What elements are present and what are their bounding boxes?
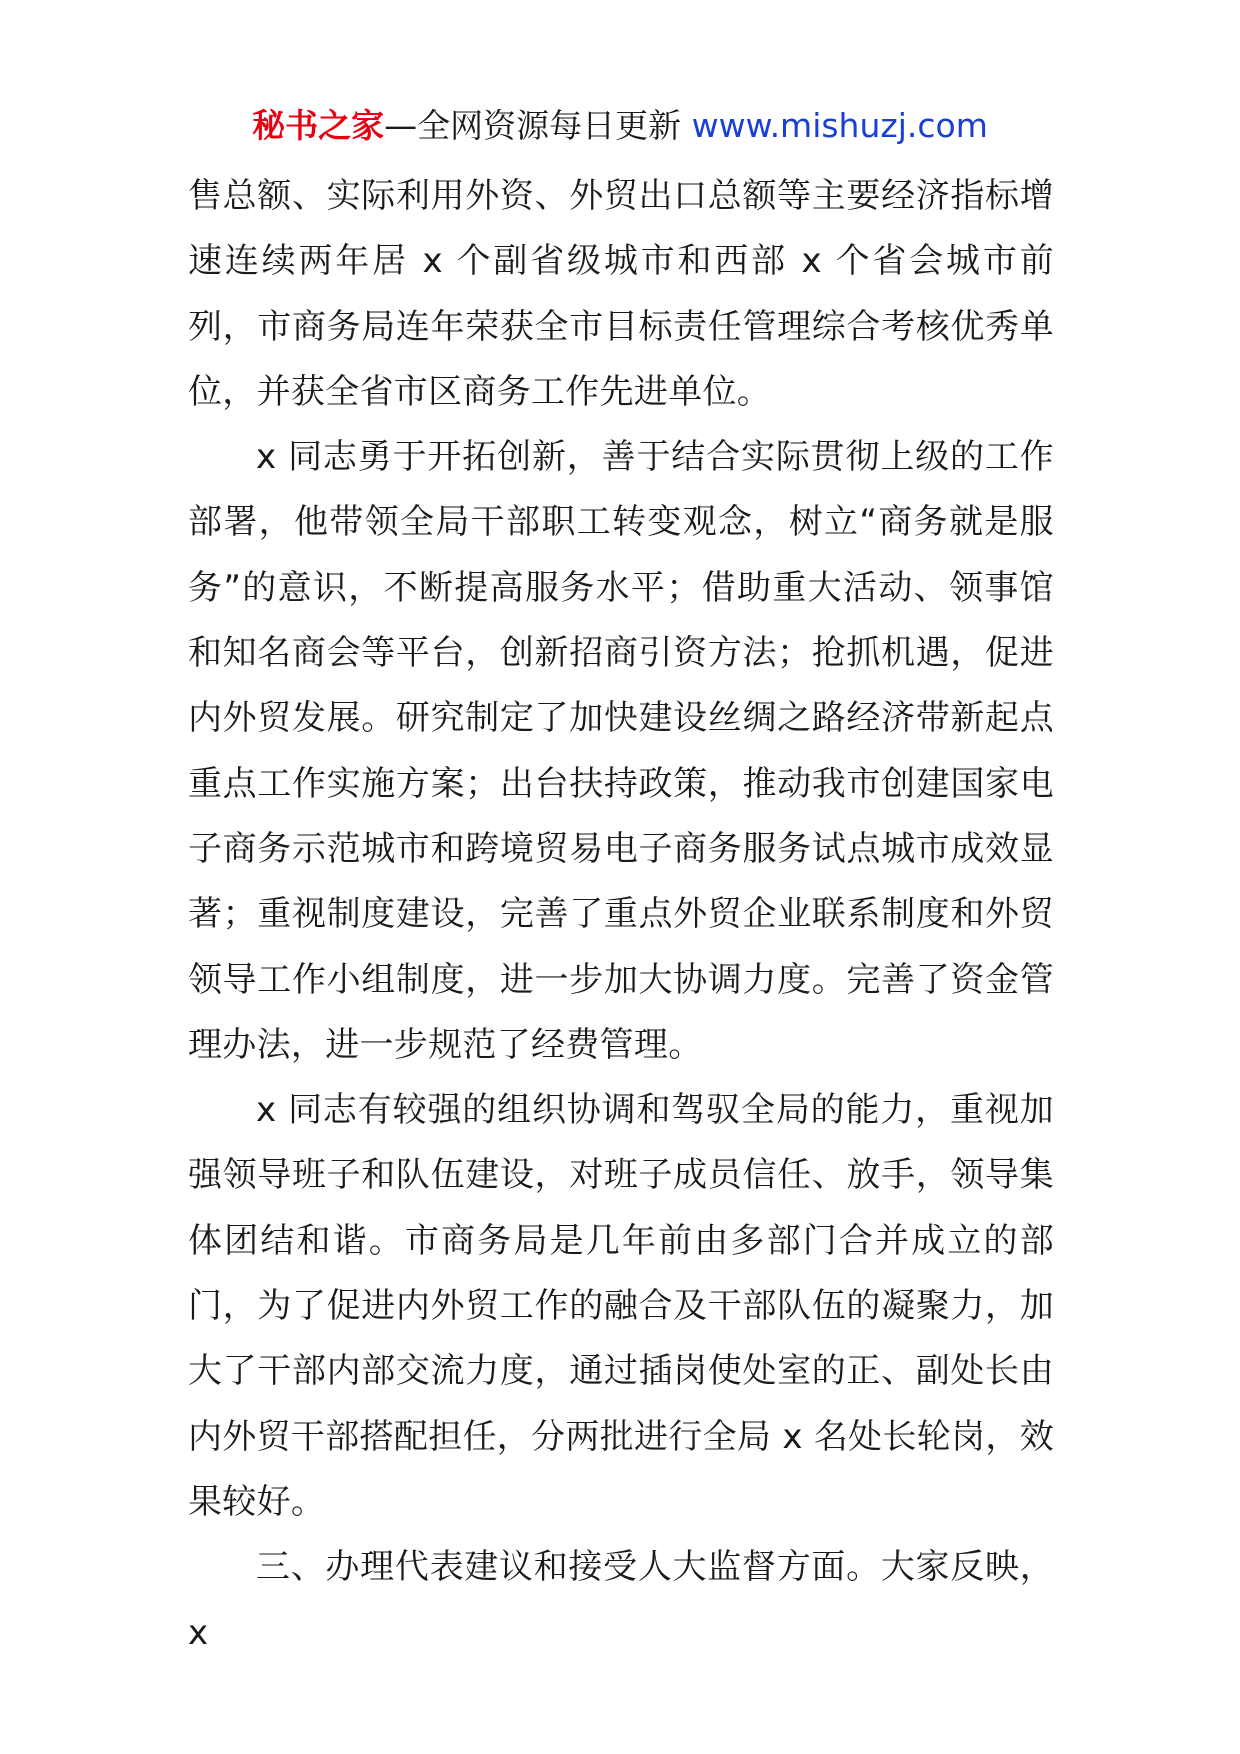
header-url-link[interactable]: www.mishuzj.com — [691, 106, 988, 145]
paragraph-4: 三、办理代表建议和接受人大监督方面。大家反映，x — [188, 1547, 1054, 1653]
header-brand: 秘书之家 — [252, 106, 385, 145]
page-header — [0, 104, 1240, 148]
paragraph-2: x 同志勇于开拓创新，善于结合实际贯彻上级的工作部署，他带领全局干部职工转变观念，树立“商务就是服务”的意识，不断提高服务水平；借助重大活动、领事馆和知名商会等平台，创新招商引资方法；抢抓机遇，促进内外贸发展。研究制定了加快建设丝绸之路经济带新起点重点工作实施方案；出台扶持政策，推动我市创建国家电子商务示范城市和跨境贸易电子商务服务试点城市成效显著；重视制度建设，完善了重点外贸企业联系制度和外贸领导工作小组制度，进一步加大协调力度。完善了资金管理办法，进一步规范了经费管理。 — [188, 437, 1054, 1065]
paragraph-3: x 同志有较强的组织协调和驾驭全局的能力，重视加强领导班子和队伍建设，对班子成员信任、放手，领导集体团结和谐。市商务局是几年前由多部门合并成立的部门，为了促进内外贸工作的融合及干部队伍的凝聚力，加大了干部内部交流力度，通过插岗使处室的正、副处长由内外贸干部搭配担任，分两批进行全局 x 名处长轮岗，效果较好。 — [188, 1090, 1054, 1522]
paragraph-1: 售总额、实际利用外资、外贸出口总额等主要经济指标增速连续两年居 x 个副省级城市和西部 x 个省会城市前列，市商务局连年荣获全市目标责任管理综合考核优秀单位，并获全省市区商务工作先进单位。 — [188, 176, 1054, 412]
header-tagline: —全网资源每日更新 — [384, 106, 692, 145]
document-body — [188, 164, 1054, 1666]
